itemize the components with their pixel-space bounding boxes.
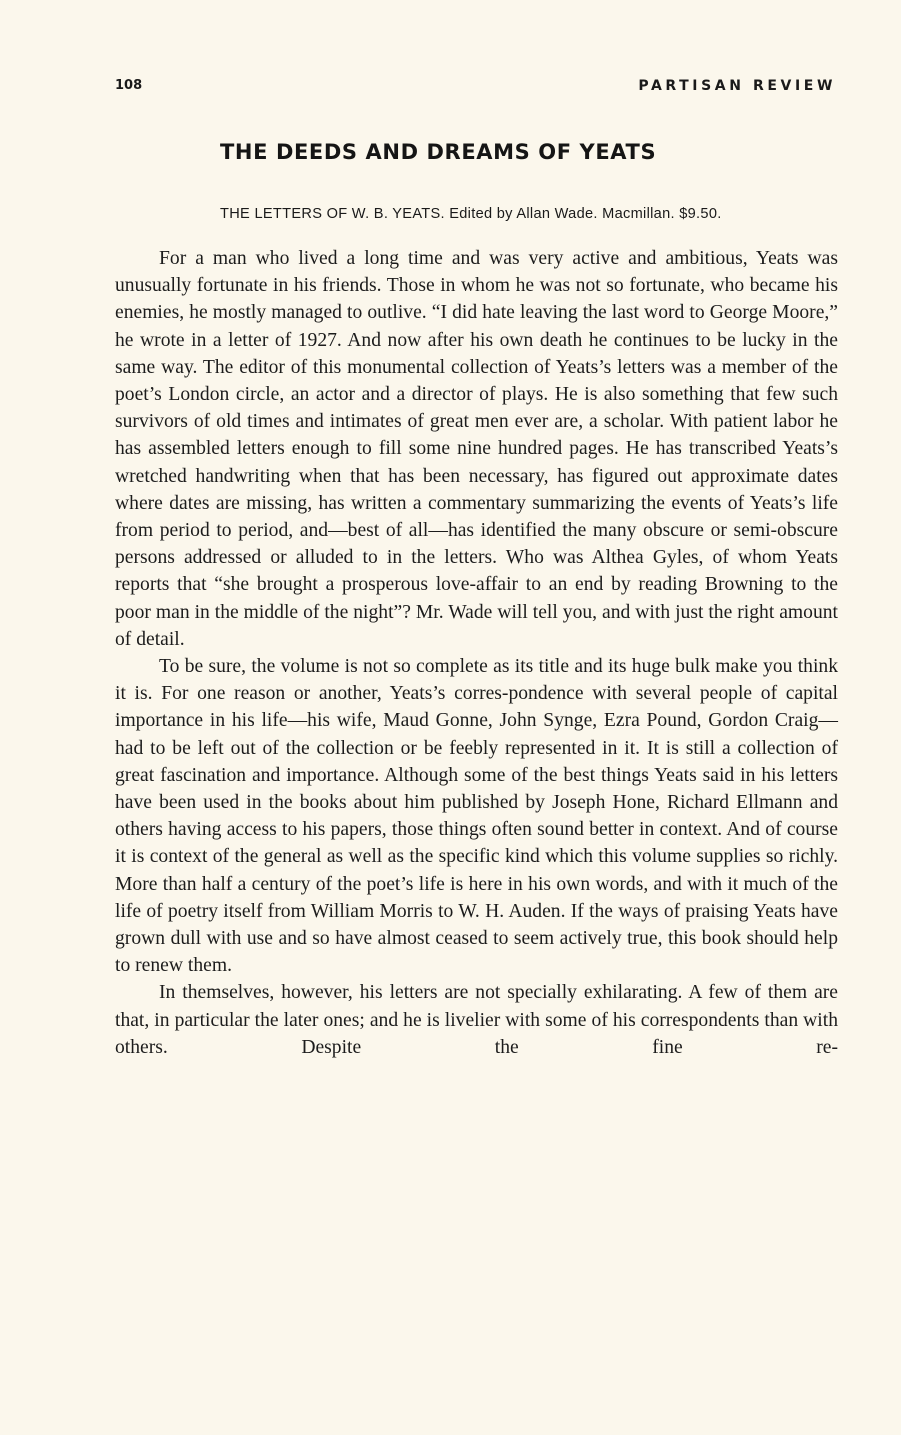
body-paragraph: For a man who lived a long time and was very active and ambitious, Yeats was unusually fortunate in his friends. Those in whom he was not so fortunate, who became his enemies, he mostly managed to outlive. “I did hate leaving the last word to George Moore,” he wrote in a letter of 1927. And now after his own death he continues to be lucky in the same way. The editor of this monumental collection of Yeats’s letters was a member of the poet’s London circle, an actor and a director of plays. He is also something that few such survivors of old times and intimates of great men ever are, a scholar. With patient labor he has assembled letters enough to fill some nine hundred pages. He has transcribed Yeats’s wretched handwriting when that has been necessary, has figured out approximate dates where dates are missing, has written a commentary summarizing the events of Yeats’s life from period to period, and—best of all—has identified the many obscure or semi-obscure persons addressed or alluded to in the letters. Who was Althea Gyles, of whom Yeats reports that “she brought a prosperous love-affair to an end by reading Browning to the poor man in the middle of the night”? Mr. Wade will tell you, and with just the right amount of detail.: [115, 248, 838, 650]
article-title: THE DEEDS AND DREAMS OF YEATS: [220, 140, 657, 164]
article-body: [115, 245, 838, 1061]
journal-name: PARTISAN REVIEW: [638, 78, 836, 94]
body-paragraph: To be sure, the volume is not so complete as its title and its huge bulk make you think it is. For one reason or another, Yeats’s corres-pondence with several people of capital importance in his life—his wife, Maud Gonne, John Synge, Ezra Pound, Gordon Craig—had to be left out of the collection or be feebly represented in it. It is still a collection of great fascination and importance. Although some of the best things Yeats said in his letters have been used in the books about him published by Joseph Hone, Richard Ellmann and others having access to his papers, those things often sound better in context. And of course it is context of the general as well as the specific kind which this volume supplies so richly. More than half a century of the poet’s life is here in his own words, and with it much of the life of poetry itself from William Morris to W. H. Auden. If the ways of praising Yeats have grown dull with use and so have almost ceased to seem actively true, this book should help to renew them.: [115, 656, 838, 977]
page-number: 108: [115, 78, 143, 93]
body-paragraph: In themselves, however, his letters are not specially exhilarating. A few of them are that, in particular the later ones; and he is livelier with some of his correspondents than with others. Despite the fine re-: [115, 982, 838, 1058]
book-reference: THE LETTERS OF W. B. YEATS. Edited by Allan Wade. Macmillan. $9.50.: [220, 206, 722, 222]
running-head: [115, 78, 836, 100]
